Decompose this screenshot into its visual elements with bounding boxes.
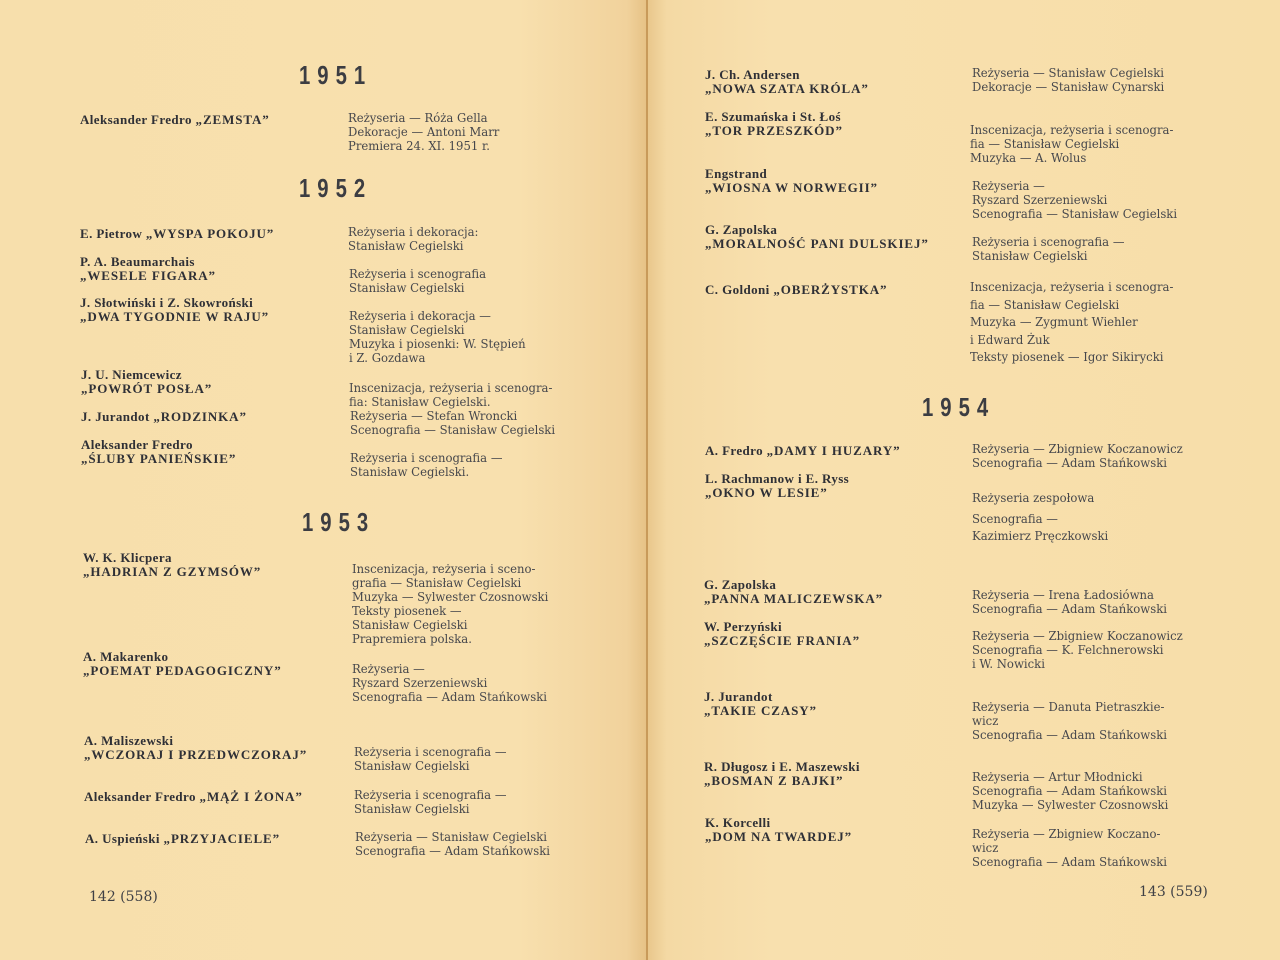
production-credits <box>972 700 1167 742</box>
credit-line: Muzyka — Zygmunt Wiehler <box>970 315 1138 329</box>
credit-line: Inscenizacja, reżyseria i scenogra- <box>970 280 1174 294</box>
credit-line: Stanisław Cegielski <box>354 759 470 773</box>
production-credits <box>348 225 478 253</box>
production-credits <box>972 235 1124 263</box>
play-title: „DOM NA TWARDEJ” <box>705 829 853 844</box>
play-title: „TOR PRZESZKÓD” <box>705 123 843 138</box>
year-heading-1953: 1953 <box>302 507 376 537</box>
author: W. K. Klicpera <box>83 550 172 565</box>
production-credits <box>972 442 1183 470</box>
play-title: „WIOSNA W NORWEGII” <box>705 180 878 195</box>
author: J. Ch. Andersen <box>705 67 800 82</box>
right-page <box>648 0 1280 960</box>
author: C. Goldoni <box>705 282 770 297</box>
credit-line: Reżyseria zespołowa <box>972 491 1095 505</box>
credit-line: Reżyseria — Stanisław Cegielski <box>972 66 1164 80</box>
page-number: 142 (558) <box>89 889 158 905</box>
credit-line: fia — Stanisław Cegielski <box>970 297 1120 312</box>
credit-line: Scenografia — Adam Stańkowski <box>972 784 1167 798</box>
credit-line: Stanisław Cegielski <box>348 239 464 253</box>
credit-line: Reżyseria — <box>352 662 425 676</box>
credit-line: Scenografia — Adam Stańkowski <box>355 844 550 858</box>
credit-line: Dekoracje — Stanisław Cynarski <box>972 80 1165 94</box>
author: J. U. Niemcewicz <box>81 367 182 382</box>
author: A. Maliszewski <box>84 733 174 748</box>
play-title: „POEMAT PEDAGOGICZNY” <box>83 663 282 678</box>
production-credits <box>349 267 486 295</box>
production-title <box>704 578 883 606</box>
credit-line: Stanisław Cegielski <box>354 802 470 816</box>
author: A. Makarenko <box>83 649 169 664</box>
production-title <box>704 690 817 718</box>
credit-line: Scenografia — Adam Stańkowski <box>972 728 1167 742</box>
production-title <box>705 110 843 138</box>
play-title: „OKNO W LESIE” <box>705 485 828 500</box>
credit-line: Reżyseria i scenografia <box>349 267 487 281</box>
play-title: „RODZINKA” <box>153 409 247 424</box>
production-credits <box>354 788 506 816</box>
credit-line: Reżyseria — Stefan Wroncki <box>350 409 518 423</box>
credit-line: Reżyseria i dekoracja — <box>349 309 491 323</box>
credit-line: i Edward Żuk <box>970 332 1050 347</box>
credit-line: Scenografia — Adam Stańkowski <box>972 456 1167 470</box>
credit-line: Prapremiera polska. <box>352 632 472 646</box>
play-title: „DWA TYGODNIE W RAJU” <box>80 309 270 324</box>
production-title <box>704 620 860 648</box>
production-credits <box>970 123 1173 165</box>
production-title <box>85 832 280 846</box>
credit-line: Reżyseria — Róża Gella <box>348 111 488 125</box>
credit-line: Reżyseria i dekoracja: <box>348 225 479 239</box>
credit-line: i Z. Gozdawa <box>349 351 426 365</box>
production-credits <box>349 381 552 409</box>
author: W. Perzyński <box>704 619 782 634</box>
credit-line: fia — Stanisław Cegielski <box>970 137 1120 151</box>
production-title <box>80 227 274 241</box>
play-title: „PANNA MALICZEWSKA” <box>704 591 884 606</box>
credit-line: fia: Stanisław Cegielski. <box>349 395 491 409</box>
author: Engstrand <box>705 166 768 181</box>
production-credits <box>972 66 1164 94</box>
production-credits <box>970 279 1173 367</box>
credit-line: Reżyseria i scenografia — <box>972 235 1125 249</box>
author: Aleksander Fredro <box>81 437 193 452</box>
author: E. Pietrow <box>80 226 143 241</box>
author: Aleksander Fredro <box>84 789 196 804</box>
credit-line: Reżyseria — Danuta Pietraszkie- <box>972 700 1165 714</box>
author: G. Zapolska <box>704 577 777 592</box>
credit-line: Muzyka — A. Wolus <box>970 151 1087 165</box>
credit-line: grafia — Stanisław Cegielski <box>352 576 522 590</box>
author: L. Rachmanow i E. Ryss <box>705 471 850 486</box>
production-title <box>705 223 929 251</box>
credit-line: Scenografia — Stanisław Cegielski <box>350 423 556 437</box>
production-title <box>83 650 282 678</box>
production-title <box>705 444 901 458</box>
credit-line: Reżyseria — Stanisław Cegielski <box>355 830 547 844</box>
credit-line: Kazimierz Pręczkowski <box>972 529 1109 543</box>
credit-line: Scenografia — Adam Stańkowski <box>352 690 547 704</box>
credit-line: Scenografia — <box>972 512 1058 526</box>
credit-line: Reżyseria — Artur Młodnicki <box>972 770 1143 784</box>
play-title: „ZEMSTA” <box>195 112 270 127</box>
production-credits <box>972 770 1168 812</box>
production-credits <box>350 451 502 479</box>
production-credits <box>349 309 526 365</box>
credit-line: Reżyseria i scenografia — <box>350 451 503 465</box>
play-title: „HADRIAN Z GZYMSÓW” <box>83 564 262 579</box>
play-title: „DAMY I HUZARY” <box>766 443 901 458</box>
credit-line: Inscenizacja, reżyseria i scenogra- <box>970 123 1174 137</box>
production-credits <box>972 629 1183 671</box>
credit-line: Inscenizacja, reżyseria i scenogra- <box>349 381 553 395</box>
play-title: „MĄŻ I ŻONA” <box>199 789 303 804</box>
play-title: „TAKIE CZASY” <box>704 703 817 718</box>
author: G. Zapolska <box>705 222 778 237</box>
credit-line: i W. Nowicki <box>972 657 1045 671</box>
credit-line: Reżyseria i scenografia — <box>354 788 507 802</box>
credit-line: wicz <box>972 714 999 728</box>
production-title <box>704 760 860 788</box>
play-title: „WESELE FIGARA” <box>80 268 216 283</box>
page-number: 143 (559) <box>1139 884 1208 900</box>
credit-line: Dekoracje — Antoni Marr <box>348 125 500 139</box>
credit-line: Scenografia — Adam Stańkowski <box>972 602 1167 616</box>
play-title: „POWRÓT POSŁA” <box>81 381 213 396</box>
author: J. Słotwiński i Z. Skowroński <box>80 295 254 310</box>
production-title <box>84 734 307 762</box>
credit-line: Muzyka — Sylwester Czosnowski <box>352 590 549 604</box>
production-title <box>84 790 303 804</box>
credit-line: Stanisław Cegielski. <box>350 465 470 479</box>
play-title: „WCZORAJ I PRZEDWCZORAJ” <box>84 747 308 762</box>
production-title <box>705 167 878 195</box>
credit-line: Scenografia — K. Felchnerowski <box>972 643 1164 657</box>
year-heading-1951: 1951 <box>299 60 373 90</box>
production-credits <box>352 662 547 704</box>
play-title: „OBERŻYSTKA” <box>773 282 888 297</box>
author: J. Jurandot <box>81 409 150 424</box>
year-heading-1954: 1954 <box>922 392 996 422</box>
production-credits <box>348 111 499 153</box>
credit-line: Reżyseria i scenografia — <box>354 745 507 759</box>
play-title: „BOSMAN Z BAJKI” <box>704 773 844 788</box>
credit-line: Stanisław Cegielski <box>352 618 468 632</box>
author: A. Uspieński <box>85 831 160 846</box>
play-title: „ŚLUBY PANIEŃSKIE” <box>81 451 237 466</box>
author: E. Szumańska i St. Łoś <box>705 109 841 124</box>
credit-line: Reżyseria — Zbigniew Koczanowicz <box>972 442 1183 456</box>
production-title <box>81 368 212 396</box>
author: J. Jurandot <box>704 689 773 704</box>
production-title <box>80 255 216 283</box>
credit-line: Muzyka — Sylwester Czosnowski <box>972 798 1169 812</box>
production-credits <box>972 485 1108 545</box>
credit-line: Muzyka i piosenki: W. Stępień <box>349 337 526 351</box>
credit-line: Inscenizacja, reżyseria i sceno- <box>352 562 536 576</box>
production-credits <box>972 827 1167 869</box>
production-title <box>705 472 849 500</box>
production-title <box>81 438 236 466</box>
credit-line: Premiera 24. XI. 1951 r. <box>348 139 490 153</box>
author: Aleksander Fredro <box>80 112 192 127</box>
production-title <box>81 410 247 424</box>
credit-line: Reżyseria — <box>972 179 1045 193</box>
year-heading-1952: 1952 <box>299 173 373 203</box>
credit-line: wicz <box>972 841 999 855</box>
credit-line: Reżyseria — Irena Ładosiówna <box>972 588 1154 602</box>
author: R. Długosz i E. Maszewski <box>704 759 860 774</box>
play-title: „MORALNOŚĆ PANI DULSKIEJ” <box>705 236 929 251</box>
author: P. A. Beaumarchais <box>80 254 195 269</box>
credit-line: Scenografia — Stanisław Cegielski <box>972 207 1178 221</box>
credit-line: Ryszard Szerzeniewski <box>352 676 488 690</box>
credit-line: Scenografia — Adam Stańkowski <box>972 855 1167 869</box>
production-title <box>80 113 270 127</box>
production-title <box>80 296 269 324</box>
production-title <box>83 551 261 579</box>
play-title: „SZCZĘŚCIE FRANIA” <box>704 633 860 648</box>
credit-line: Stanisław Cegielski <box>349 323 465 337</box>
author: A. Fredro <box>705 443 763 458</box>
production-credits <box>355 830 550 858</box>
play-title: „NOWA SZATA KRÓLA” <box>705 81 869 96</box>
production-title <box>705 816 852 844</box>
production-title <box>705 68 869 96</box>
play-title: „WYSPA POKOJU” <box>145 226 275 241</box>
credit-line: Reżyseria — Zbigniew Koczanowicz <box>972 629 1183 643</box>
play-title: „PRZYJACIELE” <box>163 831 280 846</box>
credit-line: Ryszard Szerzeniewski <box>972 193 1108 207</box>
production-credits <box>972 588 1167 616</box>
production-title <box>705 283 887 297</box>
credit-line: Reżyseria — Zbigniew Koczano- <box>972 827 1161 841</box>
author: K. Korcelli <box>705 815 771 830</box>
credit-line: Teksty piosenek — <box>352 604 462 618</box>
production-credits <box>350 409 555 437</box>
production-credits <box>972 179 1177 221</box>
credit-line: Stanisław Cegielski <box>349 281 465 295</box>
credit-line: Teksty piosenek — Igor Sikirycki <box>970 350 1164 364</box>
production-credits <box>354 745 506 773</box>
credit-line: Stanisław Cegielski <box>972 249 1088 263</box>
production-credits <box>352 562 548 646</box>
